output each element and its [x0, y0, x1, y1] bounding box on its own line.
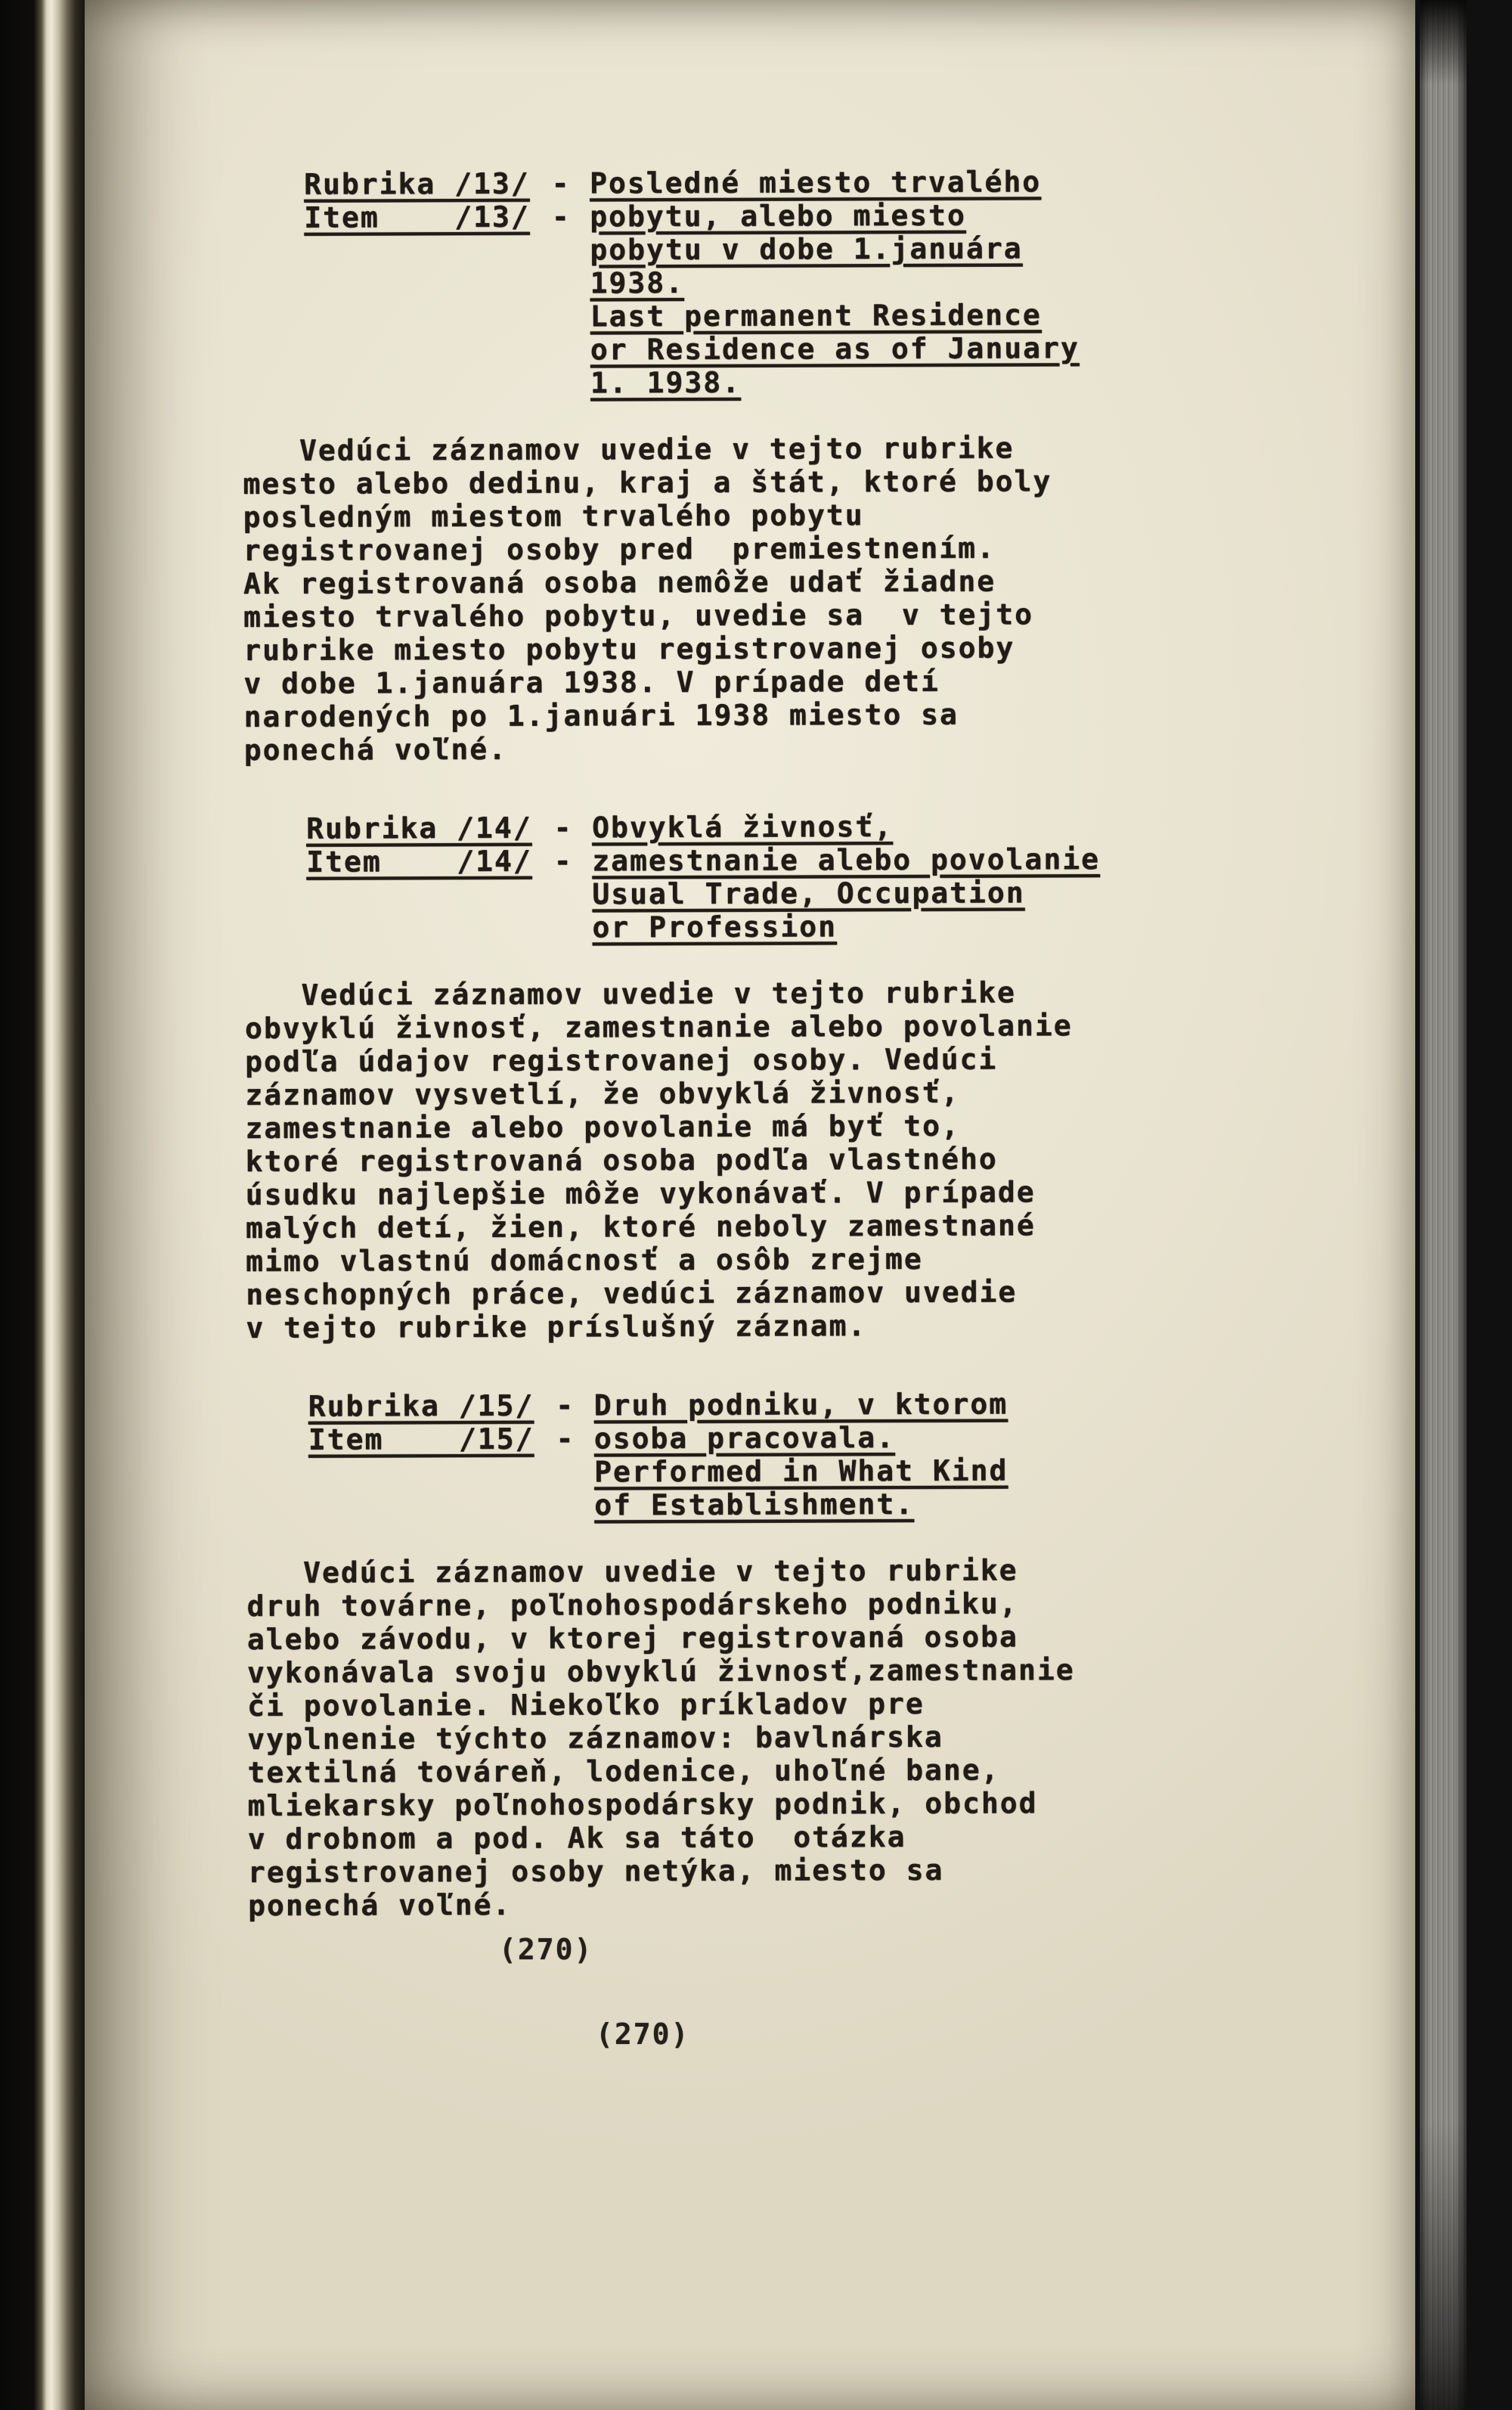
heading-row — [308, 1453, 1184, 1490]
heading-row — [306, 876, 1182, 912]
body-line: Vedúci záznamov uvedie v tejto rubrike — [246, 1553, 1018, 1590]
heading-dash — [537, 1488, 594, 1521]
heading-dash — [533, 366, 590, 399]
heading-right: Last permanent Residence — [590, 298, 1042, 333]
heading-left: Item /15/ — [308, 1422, 534, 1456]
page-number: (270) — [499, 1933, 593, 1966]
body-line: ponechá voľné. — [243, 732, 508, 767]
body-line: ktoré registrovaná osoba podľa vlastného — [245, 1142, 998, 1178]
heading-left: Item /13/ — [304, 200, 530, 234]
heading-dash — [532, 266, 590, 299]
heading-right: Obvyklá živnosť, — [591, 809, 894, 845]
body-line: úsudku najlepšie môže vykonávať. V prípade — [245, 1175, 1036, 1211]
heading-row — [306, 809, 1182, 845]
body-line: podľa údajov registrovanej osoby. Vedúci — [245, 1042, 998, 1078]
heading-row — [305, 364, 1180, 401]
heading-right: 1938. — [590, 265, 685, 300]
heading-left — [305, 367, 533, 401]
heading-row — [304, 198, 1179, 234]
heading-right: pobytu v dobe 1.januára — [590, 231, 1023, 267]
heading-row — [305, 298, 1180, 334]
heading-right: or Profession — [592, 910, 838, 944]
body-line: zamestnanie alebo povolanie má byť to, — [245, 1109, 960, 1145]
body-line: ponechá voľné. — [247, 1887, 512, 1922]
heading-dash: - — [556, 1422, 575, 1456]
heading-dash — [533, 333, 590, 366]
heading-dash — [537, 1455, 594, 1488]
heading-row — [304, 165, 1179, 201]
body-line: Vedúci záznamov uvedie v tejto rubrike — [243, 431, 1015, 467]
rubric-heading — [306, 809, 1182, 945]
heading-row — [308, 1420, 1184, 1456]
body-line: posledným miestom trvalého pobytu — [243, 498, 864, 534]
body-line: mliekarsky poľnohospodársky podnik, obchod — [247, 1786, 1038, 1822]
body-line: mesto alebo dedinu, kraj a štát, ktoré boly — [243, 464, 1052, 501]
heading-right: pobytu, alebo miesto — [590, 198, 966, 234]
body-line: rubrike miesto pobytu registrovanej osoby — [243, 631, 1015, 667]
heading-dash: - — [551, 166, 571, 200]
heading-left — [305, 300, 533, 334]
body-line: Vedúci záznamov uvedie v tejto rubrike — [244, 975, 1016, 1012]
heading-left — [304, 234, 532, 268]
body-line: obvyklú živnosť, zamestnanie alebo povolanie — [244, 1009, 1073, 1045]
body-line: alebo závodu, v ktorej registrovaná osoba — [246, 1620, 1018, 1656]
scan-right-margin — [1415, 0, 1512, 2410]
heading-dash: - — [553, 844, 573, 878]
body-line: či povolanie. Niekoľko príkladov pre — [247, 1686, 925, 1723]
heading-left: Rubrika /13/ — [303, 166, 530, 201]
heading-right: of Establishment. — [594, 1487, 915, 1522]
body-line: druh továrne, poľnohospodárskeho podniku, — [246, 1587, 1018, 1623]
rubric-heading — [308, 1387, 1185, 1523]
heading-row — [305, 331, 1180, 368]
heading-right: 1. 1938. — [590, 365, 742, 400]
heading-row — [304, 231, 1179, 268]
heading-row — [306, 842, 1182, 879]
heading-left: Rubrika /14/ — [305, 811, 532, 845]
heading-dash — [534, 877, 592, 910]
document-page — [85, 0, 1415, 2410]
body-line: vyplnenie týchto záznamov: bavlnárska — [247, 1720, 943, 1756]
heading-row — [304, 265, 1179, 301]
text-column — [242, 165, 1185, 1968]
body-line: neschopných práce, vedúci záznamov uvedie — [246, 1275, 1018, 1311]
body-line: v dobe 1.januára 1938. V prípade detí — [243, 664, 940, 700]
heading-right: Posledné miesto trvalého — [589, 165, 1042, 200]
heading-right: zamestnanie alebo povolanie — [592, 842, 1100, 878]
body-line: registrovanej osoby netýka, miesto sa — [247, 1853, 944, 1889]
heading-left — [305, 333, 533, 368]
body-line: mimo vlastnú domácnosť a osôb zrejme — [245, 1242, 923, 1278]
section — [246, 1387, 1185, 1922]
body-line: Ak registrovaná osoba nemôže udať žiadne — [243, 564, 996, 600]
heading-right: Performed in What Kind — [593, 1453, 1009, 1489]
page-number: (270) — [596, 2018, 690, 2051]
paragraph — [243, 431, 1182, 767]
heading-dash: - — [553, 811, 573, 845]
heading-left — [306, 878, 534, 912]
heading-right: osoba pracovala. — [593, 1420, 895, 1456]
paragraph — [246, 1553, 1185, 1922]
body-line: vykonávala svoju obvyklú živnosť,zamestnanie — [246, 1653, 1075, 1689]
rubric-heading — [304, 165, 1180, 401]
heading-right: Usual Trade, Occupation — [592, 876, 1025, 911]
heading-left — [304, 267, 532, 301]
heading-dash: - — [551, 200, 571, 234]
heading-row — [306, 909, 1182, 945]
heading-left — [308, 1489, 537, 1523]
heading-dash — [534, 910, 592, 944]
section — [242, 165, 1182, 767]
heading-dash — [533, 299, 590, 333]
heading-row — [308, 1487, 1184, 1523]
body-line: miesto trvalého pobytu, uvedie sa v tejto — [243, 597, 1034, 634]
heading-left: Rubrika /15/ — [308, 1388, 534, 1423]
paragraph — [245, 975, 1184, 1345]
body-line: malých detí, žien, ktoré neboly zamestnané — [245, 1208, 1036, 1245]
heading-left — [306, 911, 534, 945]
heading-left — [308, 1456, 537, 1490]
section — [244, 809, 1183, 1345]
book-gutter — [0, 0, 85, 2410]
heading-row — [308, 1387, 1184, 1423]
body-line: narodených po 1.januári 1938 miesto sa — [243, 697, 959, 734]
body-line: záznamov vysvetlí, že obvyklá živnosť, — [245, 1075, 960, 1112]
heading-left: Item /14/ — [306, 844, 532, 879]
heading-dash — [532, 233, 590, 266]
heading-dash: - — [556, 1388, 575, 1422]
body-line: textilná továreň, lodenice, uhoľné bane, — [247, 1753, 1000, 1789]
body-line: v tejto rubrike príslušný záznam. — [246, 1309, 867, 1345]
heading-right: Druh podniku, v ktorom — [593, 1387, 1009, 1422]
heading-right: or Residence as of January — [590, 331, 1080, 367]
body-line: registrovanej osoby pred premiestnením. — [243, 531, 996, 567]
body-line: v drobnom a pod. Ak sa táto otázka — [247, 1819, 906, 1856]
book-page-edges — [1420, 0, 1467, 2410]
